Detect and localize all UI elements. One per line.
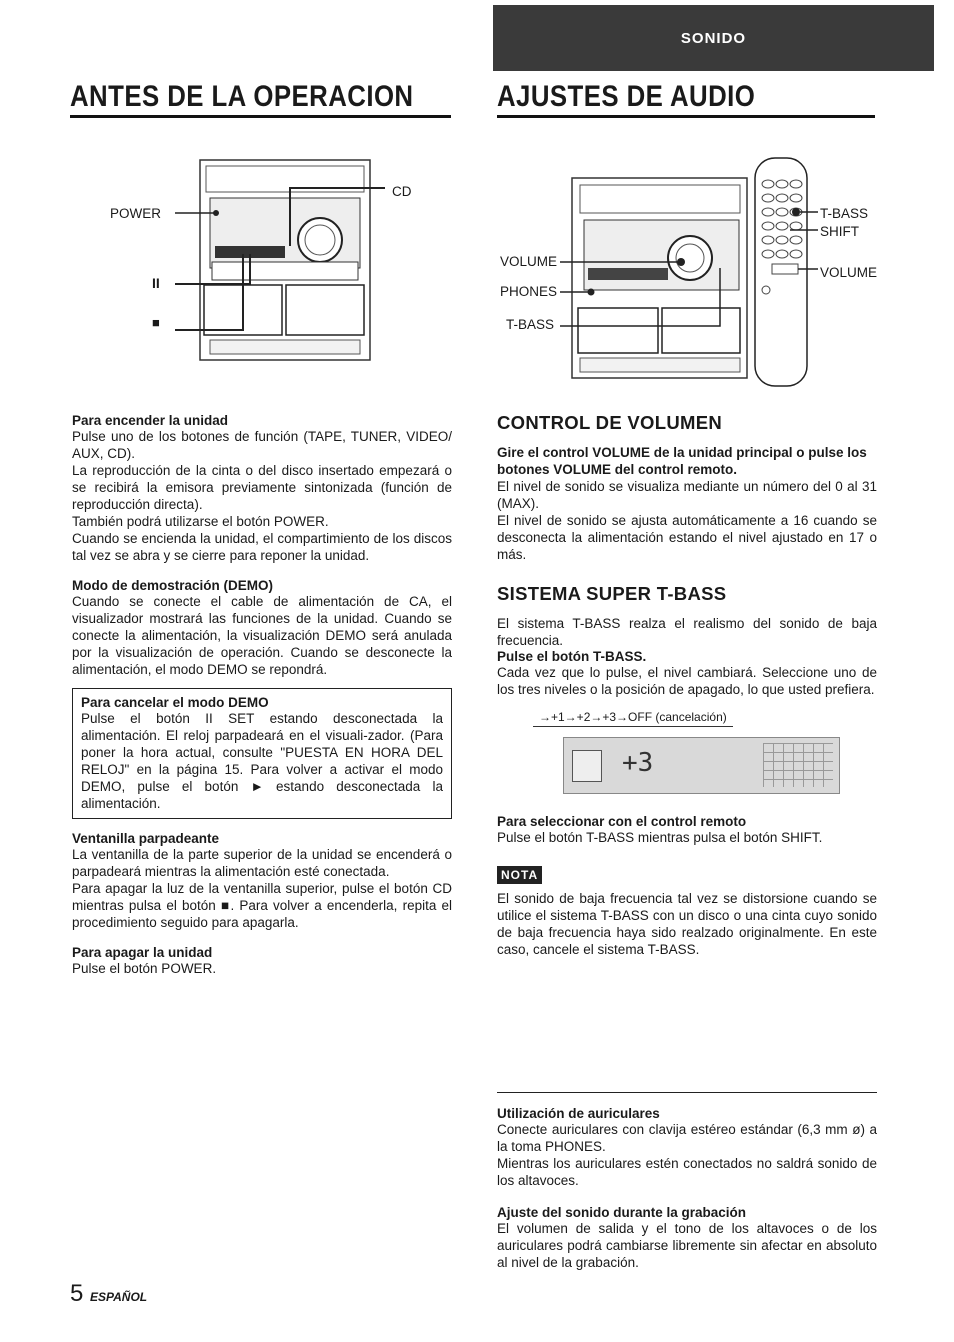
right-column <box>497 412 877 958</box>
grabacion-p1: El volumen de salida y el tono de los altavoces o de los auriculares podrá cambiarse libremente sin afectar en absoluto al nivel de la grabación. <box>497 1221 877 1270</box>
section-tab: SONIDO <box>493 5 934 71</box>
remote-p: Pulse el botón T-BASS mientras pulsa el botón SHIFT. <box>497 830 823 845</box>
tbass-p1: El sistema T-BASS realza el realismo del sonido de baja frecuencia. <box>497 616 877 648</box>
cancel-demo-heading: Para cancelar el modo DEMO <box>81 695 269 710</box>
stop-icon: ■ <box>152 315 160 330</box>
encender-p2: La reproducción de la cinta o del disco insertado empezará o se recibirá la emisora previamente sintonizada (función de reproducción directa). <box>72 463 452 512</box>
title-rule-right <box>497 115 875 118</box>
page-title-right: AJUSTES DE AUDIO <box>497 80 756 113</box>
divider <box>497 1092 877 1093</box>
tbass-label: T-BASS <box>506 317 555 332</box>
remote-volume-label: VOLUME <box>820 265 878 280</box>
remote-tbass-label: T-BASS <box>820 206 869 221</box>
volume-label: VOLUME <box>500 254 558 269</box>
nota-p1: El sonido de baja frecuencia tal vez se distorsione cuando se utilice el sistema T-BASS con un disco o una cinta cuyo sonido de baja frecuencia haya sido realzado originalmente. En este caso, cancele el sistema T-BASS. <box>497 891 877 957</box>
demo-p1: Cuando se conecte el cable de alimentación de CA, el visualizador mostrará las funciones de la unidad. Cuando se conecte la alimentación, la visualización DEMO será anulada por la visualización de operación. Cuando se desconecte la alimentación, el modo DEMO se repondrá. <box>72 594 452 677</box>
lower-right-section <box>497 1106 877 1271</box>
tbass-heading: SISTEMA SUPER T-BASS <box>497 583 727 604</box>
encender-p3: También podrá utilizarse el botón POWER. <box>72 514 329 529</box>
language-label: ESPAÑOL <box>90 1290 148 1304</box>
cancel-demo-p1: Pulse el botón II SET estando desconectada la alimentación. El reloj parpadeará en el visuali-zador. (Para poner la hora actual, consulte "PUESTA EN HORA DEL RELOJ" en la página 15. Para volver a activar el modo DEMO, pulse el botón ► estando desconectada la alimentación. <box>81 711 443 811</box>
power-label: POWER <box>110 206 162 221</box>
grabacion-heading: Ajuste del sonido durante la grabación <box>497 1205 747 1220</box>
cd-label: CD <box>392 184 412 199</box>
audio-controls-illustration <box>560 150 820 390</box>
tbass-subheading: Pulse el botón T-BASS. <box>497 649 647 664</box>
volumen-heading: CONTROL DE VOLUMEN <box>497 412 723 433</box>
spectrum-grid <box>763 743 833 787</box>
pause-icon: II <box>152 275 160 291</box>
apagar-p1: Pulse el botón POWER. <box>72 961 217 976</box>
cancel-demo-box <box>72 688 452 819</box>
tbass-display-value: +3 <box>622 748 654 778</box>
demo-heading: Modo de demostración (DEMO) <box>72 578 274 593</box>
phones-label: PHONES <box>500 284 558 299</box>
left-column <box>72 413 452 977</box>
ventanilla-p1: La ventanilla de la parte superior de la unidad se encenderá o parpadeará mientras la alimentación esté conectada. <box>72 847 452 879</box>
volumen-p2: El nivel de sonido se ajusta automáticamente a 16 cuando se desconecta la alimentación estando el nivel ajustado en 17 o más. <box>497 513 877 562</box>
title-rule-left <box>70 115 451 118</box>
stereo-unit-illustration <box>100 150 430 380</box>
tbass-display-panel <box>563 737 840 794</box>
tbass-cycle-diagram: →+1→+2→+3→OFF (cancelación) <box>533 710 733 727</box>
apagar-heading: Para apagar la unidad <box>72 945 213 960</box>
encender-heading: Para encender la unidad <box>72 413 229 428</box>
volumen-p1: El nivel de sonido se visualiza mediante un número del 0 al 31 (MAX). <box>497 479 877 511</box>
auriculares-heading: Utilización de auriculares <box>497 1106 660 1121</box>
level-meter-icon <box>572 750 602 782</box>
ventanilla-heading: Ventanilla parpadeante <box>72 831 220 846</box>
tbass-p2: Cada vez que lo pulse, el nivel cambiará. Seleccione uno de los tres niveles o la posición de apagado, lo que usted prefiera. <box>497 665 877 697</box>
remote-shift-label: SHIFT <box>820 224 859 239</box>
volumen-intro: Gire el control VOLUME de la unidad principal o pulse los botones VOLUME del control remoto. <box>497 445 867 477</box>
remote-heading: Para seleccionar con el control remoto <box>497 814 747 829</box>
encender-p4: Cuando se encienda la unidad, el compartimiento de los discos tal vez se abra y se cierre para reponer la unidad. <box>72 531 452 563</box>
encender-p1: Pulse uno de los botones de función (TAPE, TUNER, VIDEO/ AUX, CD). <box>72 429 452 461</box>
page-number: 5 <box>70 1280 84 1307</box>
auriculares-p1: Conecte auriculares con clavija estéreo estándar (6,3 mm ø) a la toma PHONES. <box>497 1122 877 1154</box>
nota-badge: NOTA <box>497 866 542 884</box>
page-title-left: ANTES DE LA OPERACION <box>70 80 414 113</box>
ventanilla-p2: Para apagar la luz de la ventanilla superior, pulse el botón CD mientras pulsa el botón ■. Para volver a encenderla, repita el procedimiento seguido para apagarla. <box>72 881 452 930</box>
auriculares-p2: Mientras los auriculares estén conectados no saldrá sonido de los altavoces. <box>497 1156 877 1188</box>
